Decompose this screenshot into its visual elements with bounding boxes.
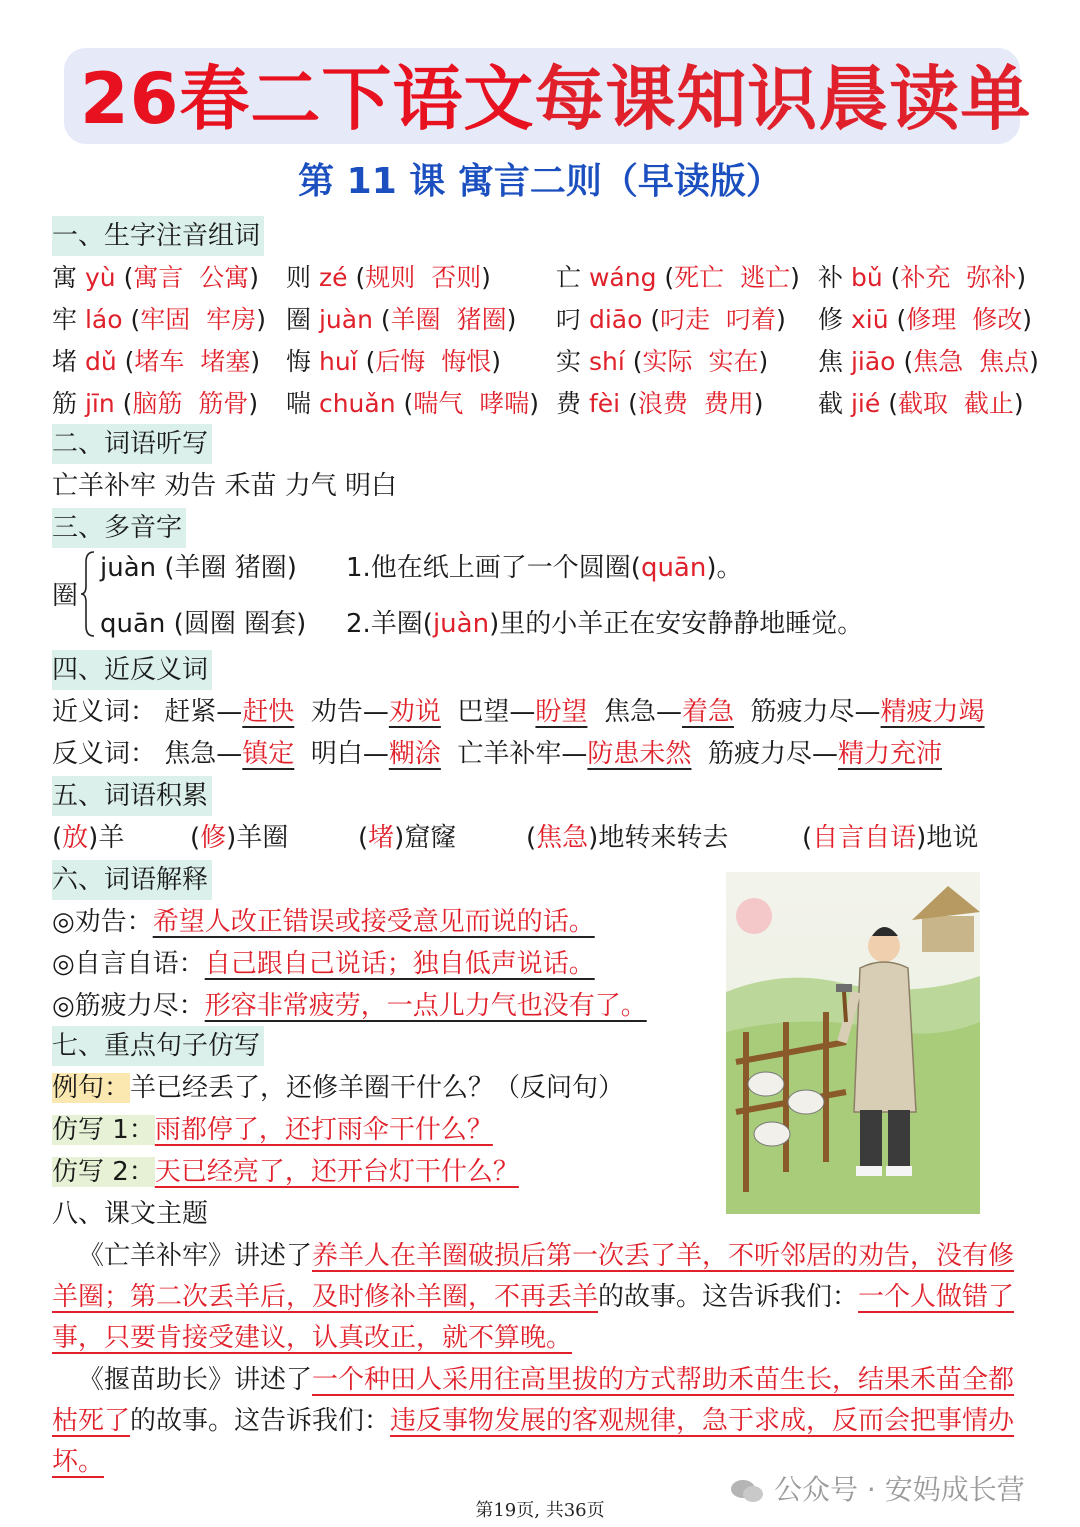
synonyms-pair — [734, 697, 985, 727]
char-pinyin: yù — [84, 263, 116, 292]
accumulate-text: 窟窿 — [404, 823, 457, 853]
char-words: (后悔 悔恨) — [365, 347, 502, 376]
antonyms-line — [52, 734, 942, 774]
theme-1-story: 养羊人在羊圈破损后第一次丢了羊，不听邻居的劝告，没有修羊圈；第二次丢羊后，及时修补羊圈，不再丢羊 — [52, 1241, 1015, 1312]
sentence-2-answer: juàn — [432, 609, 490, 639]
pair-word: 筋疲力尽— — [750, 697, 881, 727]
synonyms-line — [52, 692, 985, 732]
pair-word: 赶紧— — [164, 697, 243, 727]
section-heading-7: 七、重点句子仿写 — [52, 1026, 264, 1066]
reading-1-words: (羊圈 猪圈) — [164, 553, 297, 583]
char-hanzi: 修 — [818, 305, 844, 334]
polyphone-sentence-2 — [346, 604, 863, 644]
antonyms-pair — [691, 739, 942, 769]
explain-definition: 希望人改正错误或接受意见而说的话。 — [152, 907, 595, 937]
pair-word: 亡羊补牢— — [457, 739, 588, 769]
theme-2-story: 一个种田人采用往高里拔的方式帮助禾苗生长，结果禾苗全都枯死了 — [52, 1365, 1015, 1436]
polyphone-sentence-1 — [346, 548, 743, 588]
char-entry — [286, 258, 491, 298]
char-words: (实际 实在) — [632, 347, 769, 376]
section-heading-5: 五、词语积累 — [52, 776, 212, 816]
farmer-fence-illustration — [726, 872, 980, 1214]
explain-term: ◎筋疲力尽： — [52, 991, 205, 1021]
page-footer: 第19页, 共36页 — [475, 1500, 605, 1521]
imitation-2 — [52, 1152, 519, 1192]
watermark-text: 公众号 · 安妈成长营 — [774, 1473, 1025, 1506]
explain-term: ◎自言自语： — [52, 949, 205, 979]
theme-2-intro: 《揠苗助长》讲述了 — [78, 1365, 313, 1395]
imitation-1 — [52, 1110, 493, 1150]
page-title — [80, 56, 1031, 142]
explain-definition: 自己跟自己说话；独自低声说话。 — [204, 949, 595, 979]
accumulate-item: (自言自语)地说 — [802, 823, 979, 853]
pair-answer: 赶快 — [242, 697, 295, 727]
section-heading-6: 六、词语解释 — [52, 860, 212, 900]
theme-1-connector: 的故事。这告诉我们： — [598, 1282, 859, 1312]
char-entry — [52, 300, 266, 340]
synonyms-pair — [294, 697, 441, 727]
explain-item — [52, 902, 595, 942]
char-hanzi: 筋 — [52, 389, 78, 418]
char-pinyin: huǐ — [318, 347, 358, 376]
pair-answer: 镇定 — [242, 739, 295, 769]
char-hanzi: 实 — [556, 347, 582, 376]
accumulate-answer: 修 — [200, 823, 227, 853]
pair-answer: 劝说 — [388, 697, 441, 727]
title-part-2: 每课知识晨读单 — [534, 58, 1032, 140]
accumulate-item: (修)羊圈 — [190, 823, 289, 853]
char-hanzi: 截 — [818, 389, 844, 418]
char-entry — [556, 258, 800, 298]
pair-answer: 糊涂 — [388, 739, 441, 769]
accumulate-answer: 堵 — [368, 823, 395, 853]
sentence-1-prefix: 1.他在纸上画了一个圆圈( — [346, 553, 641, 583]
char-pinyin: jié — [850, 389, 881, 418]
title-part-1: 26春二下语文 — [80, 58, 535, 140]
char-hanzi: 悔 — [286, 347, 312, 376]
char-entry — [818, 258, 1026, 298]
char-hanzi: 焦 — [818, 347, 844, 376]
char-words: (羊圈 猪圈) — [380, 305, 517, 334]
char-entry — [818, 384, 1024, 424]
char-words: (死亡 逃亡) — [664, 263, 800, 292]
char-pinyin: shí — [588, 347, 625, 376]
accumulate-text: 羊 — [98, 823, 125, 853]
char-pinyin: bǔ — [850, 263, 883, 292]
antonyms-pair — [294, 739, 441, 769]
char-words: (堵车 堵塞) — [124, 347, 261, 376]
theme-2-connector: 的故事。这告诉我们： — [130, 1406, 391, 1436]
char-entry — [286, 300, 516, 340]
char-pinyin: láo — [84, 305, 123, 334]
pair-word: 焦急— — [164, 739, 243, 769]
pair-answer: 精力充沛 — [837, 739, 942, 769]
pair-answer: 盼望 — [535, 697, 588, 727]
antonyms-label: 反义词： — [52, 739, 157, 769]
char-entry — [286, 384, 539, 424]
char-entry — [52, 342, 260, 382]
accumulate-answer: 放 — [62, 823, 89, 853]
synonyms-pair — [587, 697, 734, 727]
char-hanzi: 堵 — [52, 347, 78, 376]
pair-answer: 精疲力竭 — [880, 697, 985, 727]
polyphone-reading-1 — [100, 548, 297, 588]
accumulate-text: 地转来转去 — [598, 823, 729, 853]
char-hanzi: 亡 — [556, 263, 582, 292]
explain-definition: 形容非常疲劳，一点儿力气也没有了。 — [204, 991, 647, 1021]
sentence-1-suffix: )。 — [706, 553, 743, 583]
char-hanzi: 喘 — [286, 389, 312, 418]
char-hanzi: 寓 — [52, 263, 78, 292]
char-hanzi: 叼 — [556, 305, 582, 334]
char-pinyin: jīn — [84, 389, 115, 418]
imitation-2-text: 天已经亮了，还开台灯干什么？ — [154, 1157, 519, 1187]
pair-word: 明白— — [310, 739, 389, 769]
reading-2-pinyin: quān — [100, 609, 166, 639]
char-words: (截取 截止) — [888, 389, 1024, 418]
example-text: 羊已经丢了，还修羊圈干什么？（反问句） — [130, 1073, 625, 1103]
char-hanzi: 圈 — [286, 305, 312, 334]
char-entry — [556, 342, 768, 382]
section-heading-4: 四、近反义词 — [52, 650, 212, 690]
char-words: (喘气 哮喘) — [403, 389, 539, 418]
explain-item — [52, 986, 647, 1026]
synonyms-label: 近义词： — [52, 697, 157, 727]
char-hanzi: 补 — [818, 263, 844, 292]
char-words: (焦急 焦点) — [903, 347, 1039, 376]
char-words: (叼走 叼着) — [650, 305, 786, 334]
section-heading-8: 八、课文主题 — [52, 1199, 209, 1229]
imitation-1-text: 雨都停了，还打雨伞干什么？ — [154, 1115, 493, 1145]
char-words: (牢固 牢房) — [130, 305, 266, 334]
char-pinyin: jiāo — [850, 347, 896, 376]
imitation-2-label: 仿写 2： — [52, 1157, 155, 1187]
theme-1-lesson: 一个人做错了事，只要肯接受建议，认真改正，就不算晚。 — [52, 1282, 1015, 1353]
accumulate-item: (放)羊 — [52, 823, 125, 853]
accumulate-text: 地说 — [926, 823, 979, 853]
dictation-words: 亡羊补牢 劝告 禾苗 力气 明白 — [52, 471, 398, 501]
char-entry — [52, 258, 259, 298]
char-pinyin: diāo — [588, 305, 643, 334]
char-pinyin: juàn — [318, 305, 373, 334]
antonyms-pair — [164, 739, 294, 769]
accumulate-text: 羊圈 — [236, 823, 289, 853]
char-pinyin: zé — [318, 263, 348, 292]
char-words: (寓言 公寓) — [123, 263, 260, 292]
char-entry — [52, 384, 258, 424]
reading-2-words: (圆圈 圈套) — [173, 609, 307, 639]
char-words: (修理 修改) — [896, 305, 1032, 334]
theme-paragraph-2 — [52, 1360, 1032, 1483]
sentence-1-answer: quān — [640, 553, 707, 583]
char-words: (浪费 费用) — [628, 389, 764, 418]
antonyms-pair — [441, 739, 692, 769]
reading-1-pinyin: juàn — [100, 553, 157, 583]
theme-1-intro: 《亡羊补牢》讲述了 — [78, 1241, 313, 1271]
char-pinyin: xiū — [850, 305, 889, 334]
char-entry — [818, 342, 1039, 382]
synonyms-pair — [164, 697, 294, 727]
theme-2-lesson: 违反事物发展的客观规律，急于求成，反而会把事情办坏。 — [52, 1406, 1015, 1477]
synonyms-pair — [441, 697, 588, 727]
accumulate-item: (堵)窟窿 — [358, 823, 457, 853]
polyphone-reading-2 — [100, 604, 306, 644]
sentence-2-prefix: 2.羊圈( — [346, 609, 433, 639]
char-pinyin: fèi — [588, 389, 621, 418]
char-hanzi: 则 — [286, 263, 312, 292]
char-entry — [556, 300, 786, 340]
accumulate-item: (焦急)地转来转去 — [526, 823, 729, 853]
explain-term: ◎劝告： — [52, 907, 153, 937]
char-pinyin: chuǎn — [318, 389, 396, 418]
polyphone-char: 圈 — [52, 581, 79, 611]
pair-word: 巴望— — [457, 697, 536, 727]
char-words: (脑筋 筋骨) — [122, 389, 259, 418]
accumulate-answer: 自言自语 — [812, 823, 917, 853]
sentence-2-suffix: )里的小羊正在安安静静地睡觉。 — [489, 609, 864, 639]
char-entry — [556, 384, 764, 424]
explain-item — [52, 944, 595, 984]
section-heading-2: 二、词语听写 — [52, 424, 212, 464]
pair-word: 筋疲力尽— — [707, 739, 838, 769]
section-heading-3: 三、多音字 — [52, 508, 186, 548]
section-heading-1: 一、生字注音组词 — [52, 216, 264, 256]
char-entry — [286, 342, 501, 382]
char-hanzi: 费 — [556, 389, 582, 418]
lesson-subtitle: 第 11 课 寓言二则（早读版） — [298, 161, 782, 202]
char-hanzi: 牢 — [52, 305, 78, 334]
char-words: (补充 弥补) — [890, 263, 1027, 292]
brace-icon — [80, 550, 96, 638]
example-label: 例句： — [52, 1073, 131, 1103]
pair-word: 劝告— — [310, 697, 389, 727]
pair-word: 焦急— — [603, 697, 682, 727]
imitation-1-label: 仿写 1： — [52, 1115, 155, 1145]
pair-answer: 防患未然 — [587, 739, 692, 769]
theme-paragraph-1 — [52, 1236, 1032, 1359]
accumulate-answer: 焦急 — [536, 823, 589, 853]
char-pinyin: wáng — [588, 263, 657, 292]
char-words: (规则 否则) — [355, 263, 491, 292]
example-sentence — [52, 1068, 624, 1108]
pair-answer: 着急 — [681, 697, 734, 727]
char-entry — [818, 300, 1032, 340]
char-pinyin: dǔ — [84, 347, 117, 376]
